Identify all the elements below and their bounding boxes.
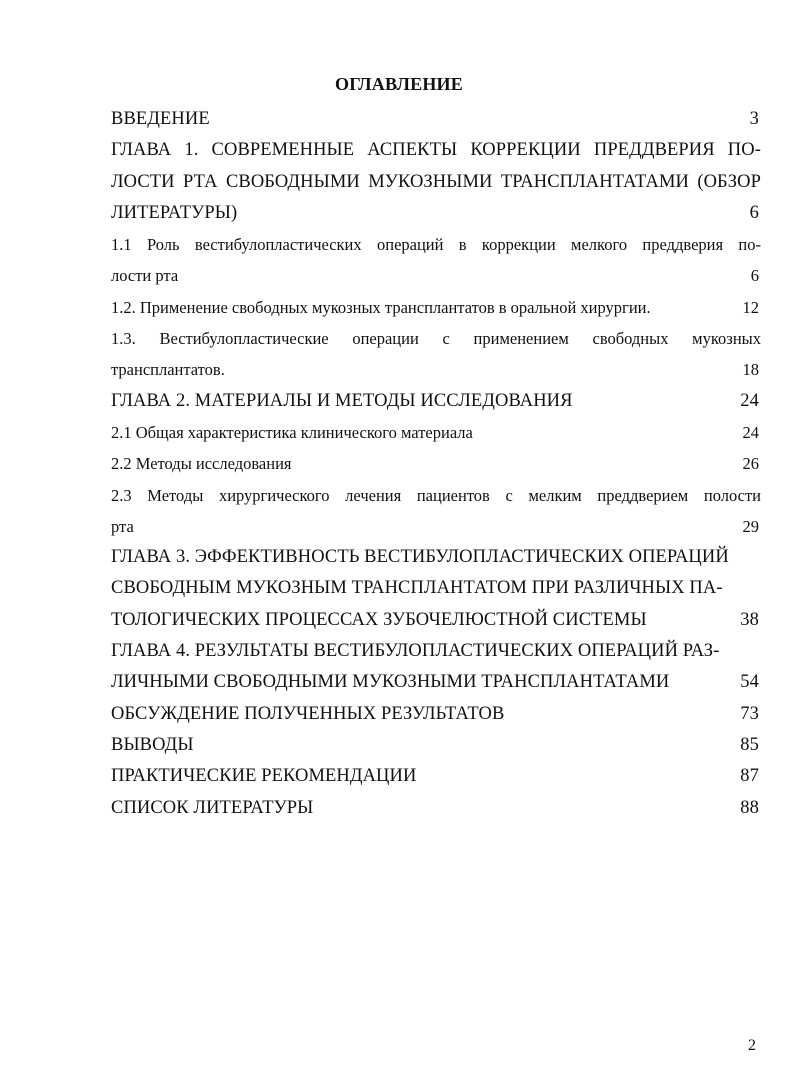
toc-title: ОГЛАВЛЕНИЕ — [335, 74, 463, 94]
toc-entry-text: 1.2. Применение свободных мукозных трансплантатов в оральной хирургии. — [111, 297, 651, 317]
toc-entry-text: 1.1 Роль вестибулопластических операций в коррекции мелкого преддверия по- — [111, 235, 761, 255]
toc-entry-text: СВОБОДНЫМ МУКОЗНЫМ ТРАНСПЛАНТАТОМ ПРИ РАЗЛИЧНЫХ ПА- — [111, 578, 723, 599]
toc-entry-text: рта — [111, 516, 134, 536]
toc-entry-s13-line2[interactable] — [111, 354, 761, 385]
toc-entry-text: ГЛАВА 3. ЭФФЕКТИВНОСТЬ ВЕСТИБУЛОПЛАСТИЧЕСКИХ ОПЕРАЦИЙ — [111, 547, 729, 568]
toc-entry-text: 2.1 Общая характеристика клинического материала — [111, 422, 473, 442]
toc-entry-s13-line1[interactable] — [111, 323, 761, 354]
toc-entry-conclusions[interactable] — [111, 730, 761, 761]
toc-entry-page: 85 — [740, 734, 759, 755]
toc-entry-recommendations[interactable] — [111, 761, 761, 792]
toc-entry-text: ЛИТЕРАТУРЫ) — [111, 202, 238, 223]
toc-entry-ch1-line3[interactable] — [111, 198, 761, 229]
table-of-contents — [111, 104, 761, 824]
toc-entry-page: 12 — [742, 297, 759, 317]
toc-entry-page: 38 — [740, 609, 759, 630]
toc-entry-text: СПИСОК ЛИТЕРАТУРЫ — [111, 797, 314, 818]
toc-entry-ch4-line1[interactable] — [111, 636, 761, 667]
toc-entry-s22[interactable] — [111, 448, 761, 479]
toc-entry-text: ТОЛОГИЧЕСКИХ ПРОЦЕССАХ ЗУБОЧЕЛЮСТНОЙ СИСТЕМЫ — [111, 609, 647, 630]
toc-entry-page: 73 — [740, 703, 759, 724]
toc-entry-page: 29 — [742, 516, 759, 536]
toc-entry-page: 24 — [740, 390, 759, 411]
toc-entry-s11-line2[interactable] — [111, 260, 761, 291]
toc-entry-ch1-line1[interactable] — [111, 135, 761, 166]
toc-entry-text: ВВЕДЕНИЕ — [111, 109, 210, 129]
toc-entry-s11-line1[interactable] — [111, 229, 761, 260]
toc-entry-text: 2.3 Методы хирургического лечения пациентов с мелким преддверием полости — [111, 485, 761, 505]
toc-entry-page: 6 — [750, 266, 759, 286]
toc-entry-text: ЛОСТИ РТА СВОБОДНЫМИ МУКОЗНЫМИ ТРАНСПЛАНТАТАМИ (ОБЗОР — [111, 171, 761, 192]
toc-entry-text: ГЛАВА 1. СОВРЕМЕННЫЕ АСПЕКТЫ КОРРЕКЦИИ ПРЕДДВЕРИЯ ПО- — [111, 140, 761, 161]
toc-entry-page: 24 — [742, 422, 759, 442]
toc-entry-references[interactable] — [111, 793, 761, 824]
toc-entry-text: ЛИЧНЫМИ СВОБОДНЫМИ МУКОЗНЫМИ ТРАНСПЛАНТАТАМИ — [111, 672, 670, 693]
page-number: 2 — [748, 1037, 756, 1054]
toc-entry-intro[interactable] — [111, 104, 761, 135]
toc-entry-text: ОБСУЖДЕНИЕ ПОЛУЧЕННЫХ РЕЗУЛЬТАТОВ — [111, 703, 505, 724]
toc-entry-page: 54 — [740, 672, 759, 693]
toc-entry-text: лости рта — [111, 266, 179, 286]
toc-entry-text: трансплантатов. — [111, 360, 225, 380]
toc-entry-page: 6 — [749, 202, 759, 223]
toc-entry-page: 3 — [749, 109, 759, 129]
toc-entry-ch4-line2[interactable] — [111, 667, 761, 698]
toc-entry-s21[interactable] — [111, 417, 761, 448]
toc-entry-page: 18 — [742, 360, 759, 380]
toc-entry-page: 87 — [740, 766, 759, 787]
toc-entry-ch3-line1[interactable] — [111, 542, 761, 573]
toc-entry-ch1-line2[interactable] — [111, 167, 761, 198]
toc-entry-text: ВЫВОДЫ — [111, 734, 194, 755]
toc-entry-page: 88 — [740, 797, 759, 818]
toc-entry-s23-line1[interactable] — [111, 480, 761, 511]
toc-entry-ch3-line2[interactable] — [111, 573, 761, 604]
toc-entry-text: ПРАКТИЧЕСКИЕ РЕКОМЕНДАЦИИ — [111, 766, 417, 787]
toc-entry-ch2[interactable] — [111, 386, 761, 417]
toc-entry-text: 2.2 Методы исследования — [111, 454, 292, 474]
toc-entry-page: 26 — [742, 454, 759, 474]
toc-entry-text: 1.3. Вестибулопластические операции с применением свободных мукозных — [111, 329, 761, 349]
toc-entry-ch3-line3[interactable] — [111, 605, 761, 636]
toc-entry-text: ГЛАВА 2. МАТЕРИАЛЫ И МЕТОДЫ ИССЛЕДОВАНИЯ — [111, 390, 573, 411]
toc-entry-s12[interactable] — [111, 292, 761, 323]
toc-entry-s23-line2[interactable] — [111, 511, 761, 542]
toc-entry-text: ГЛАВА 4. РЕЗУЛЬТАТЫ ВЕСТИБУЛОПЛАСТИЧЕСКИХ ОПЕРАЦИЙ РАЗ- — [111, 641, 720, 662]
toc-entry-discussion[interactable] — [111, 699, 761, 730]
